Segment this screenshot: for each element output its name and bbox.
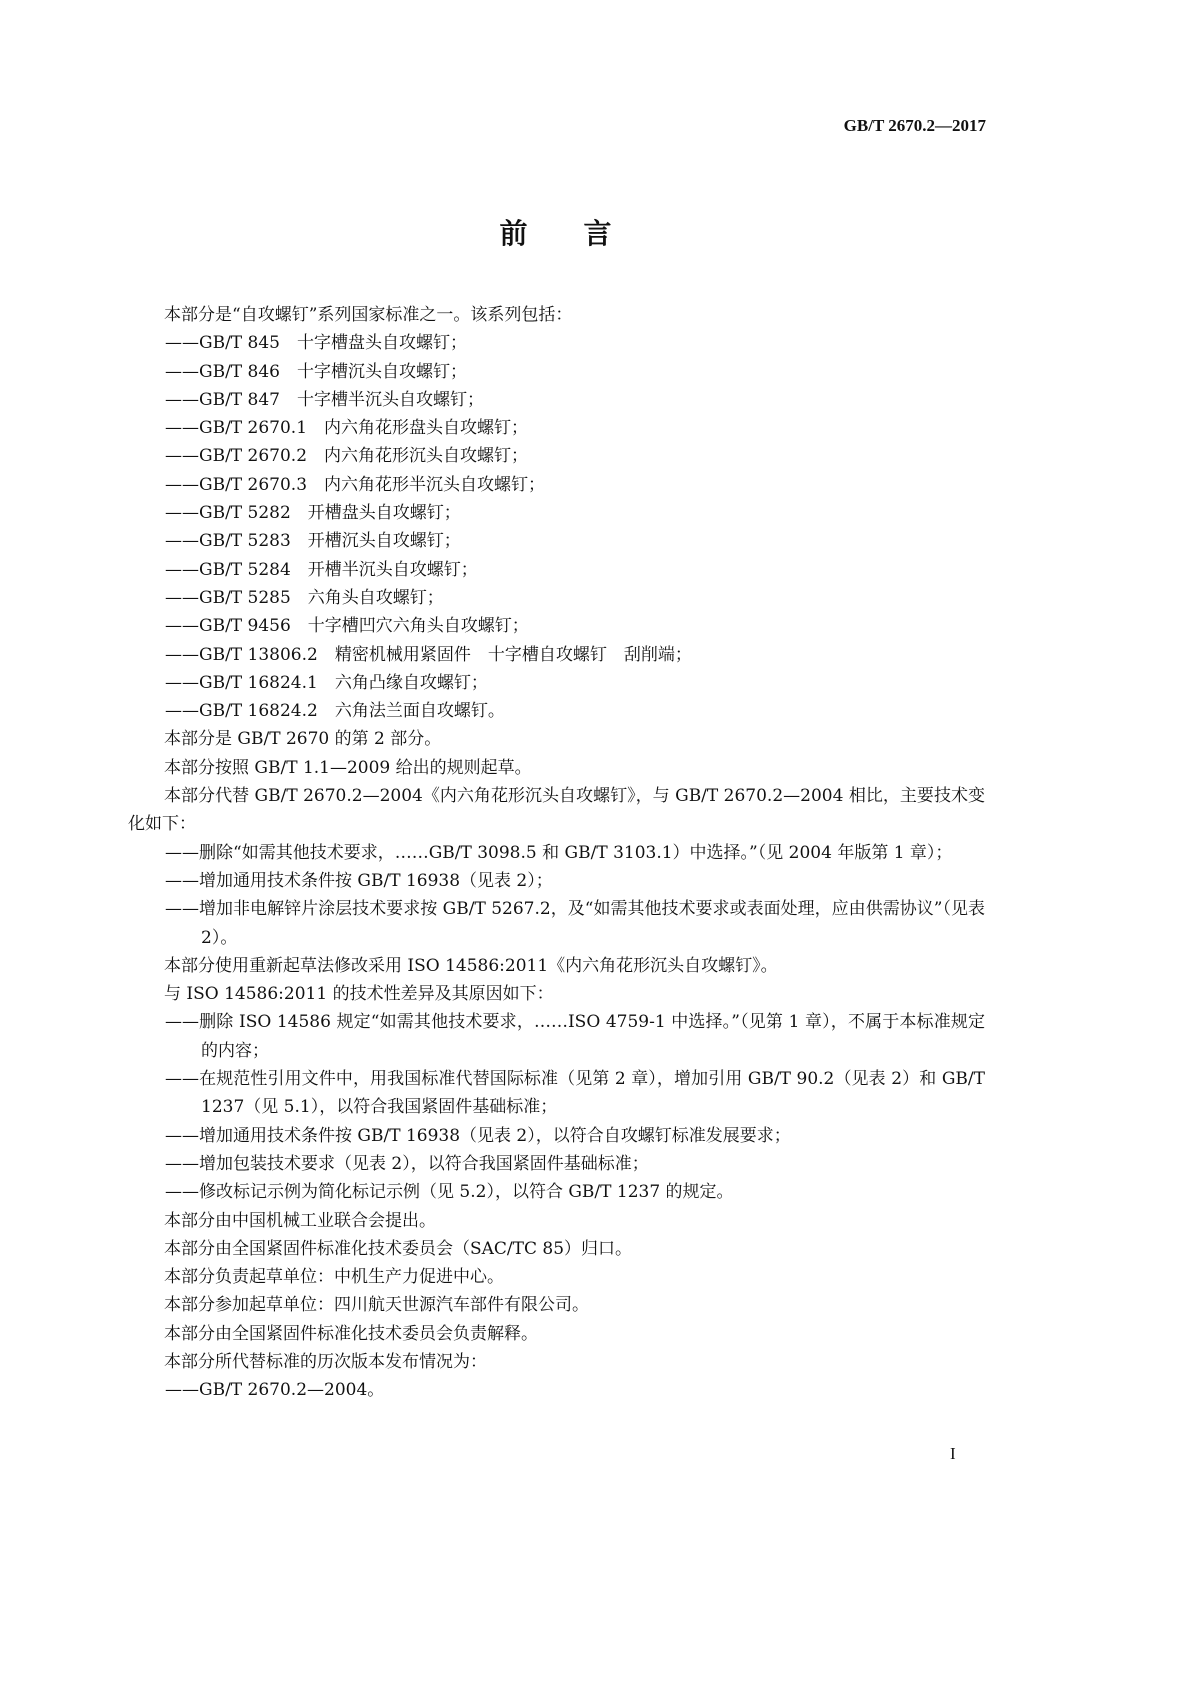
list-item: ——GB/T 847 十字槽半沉头自攻螺钉； [165,389,484,410]
paragraph: 本部分由中国机械工业联合会提出。 [164,1210,436,1231]
paragraph: 本部分使用重新起草法修改采用 ISO 14586:2011《内六角花形沉头自攻螺钉》。 [164,955,778,976]
page-title: 前言 [499,217,668,250]
list-item: ——删除“如需其他技术要求，……GB/T 3098.5 和 GB/T 3103.1）中选择。”（见 2004 年版第 1 章）； [165,842,953,863]
list-item: ——GB/T 13806.2 精密机械用紧固件 十字槽自攻螺钉 刮削端； [165,644,692,665]
paragraph: 本部分是“自攻螺钉”系列国家标准之一。该系列包括： [164,305,573,325]
document-number: GB/T 2670.2—2017 [843,116,986,135]
paragraph: 本部分负责起草单位：中机生产力促进中心。 [164,1267,504,1288]
paragraph: 本部分所代替标准的历次版本发布情况为： [164,1351,487,1372]
foreword-body [128,301,985,1405]
list-item: ——GB/T 2670.2—2004。 [165,1380,385,1401]
list-item: ——GB/T 5284 开槽半沉头自攻螺钉； [165,559,478,580]
list-item: ——GB/T 2670.3 内六角花形半沉头自攻螺钉； [165,474,546,495]
list-item: ——GB/T 9456 十字槽凹穴六角头自攻螺钉； [165,616,529,637]
list-item: ——GB/T 5283 开槽沉头自攻螺钉； [165,531,461,552]
page-number: I [950,1444,956,1463]
paragraph: 本部分是 GB/T 2670 的第 2 部分。 [164,729,442,750]
paragraph: 与 ISO 14586:2011 的技术性差异及其原因如下： [164,984,554,1005]
list-item: ——GB/T 16824.2 六角法兰面自攻螺钉。 [165,701,505,722]
list-item: ——GB/T 5285 六角头自攻螺钉； [165,587,444,608]
list-item: ——增加通用技术条件按 GB/T 16938（见表 2），以符合自攻螺钉标准发展要求； [165,1125,791,1146]
list-item: ——增加非电解锌片涂层技术要求按 GB/T 5267.2，及“如需其他技术要求或表面处理，应由供需协议”（见表 2）。 [165,899,985,948]
list-item: ——GB/T 845 十字槽盘头自攻螺钉； [165,333,467,354]
list-item: ——删除 ISO 14586 规定“如需其他技术要求，……ISO 4759-1 中选择。”（见第 1 章），不属于本标准规定的内容； [165,1012,985,1061]
list-item: ——修改标记示例为简化标记示例（见 5.2），以符合 GB/T 1237 的规定。 [165,1182,734,1203]
list-item: ——GB/T 2670.2 内六角花形沉头自攻螺钉； [165,446,529,467]
list-item: ——GB/T 2670.1 内六角花形盘头自攻螺钉； [165,418,529,439]
paragraph: 本部分参加起草单位：四川航天世源汽车部件有限公司。 [164,1295,589,1316]
list-item: ——GB/T 846 十字槽沉头自攻螺钉； [165,361,467,382]
list-item: ——GB/T 16824.1 六角凸缘自攻螺钉； [165,672,488,693]
list-item: ——增加通用技术条件按 GB/T 16938（见表 2）； [165,870,553,891]
paragraph: 本部分代替 GB/T 2670.2—2004《内六角花形沉头自攻螺钉》，与 GB/T 2670.2—2004 相比，主要技术变化如下： [128,786,985,835]
list-item: ——增加包装技术要求（见表 2），以符合我国紧固件基础标准； [165,1153,649,1174]
paragraph: 本部分按照 GB/T 1.1—2009 给出的规则起草。 [164,757,532,778]
list-item: ——GB/T 5282 开槽盘头自攻螺钉； [165,503,461,524]
list-item: ——在规范性引用文件中，用我国标准代替国际标准（见第 2 章），增加引用 GB/T 90.2（见表 2）和 GB/T 1237（见 5.1），以符合我国紧固件基础标准； [165,1069,985,1118]
paragraph: 本部分由全国紧固件标准化技术委员会负责解释。 [164,1323,538,1344]
paragraph: 本部分由全国紧固件标准化技术委员会（SAC/TC 85）归口。 [164,1238,633,1259]
